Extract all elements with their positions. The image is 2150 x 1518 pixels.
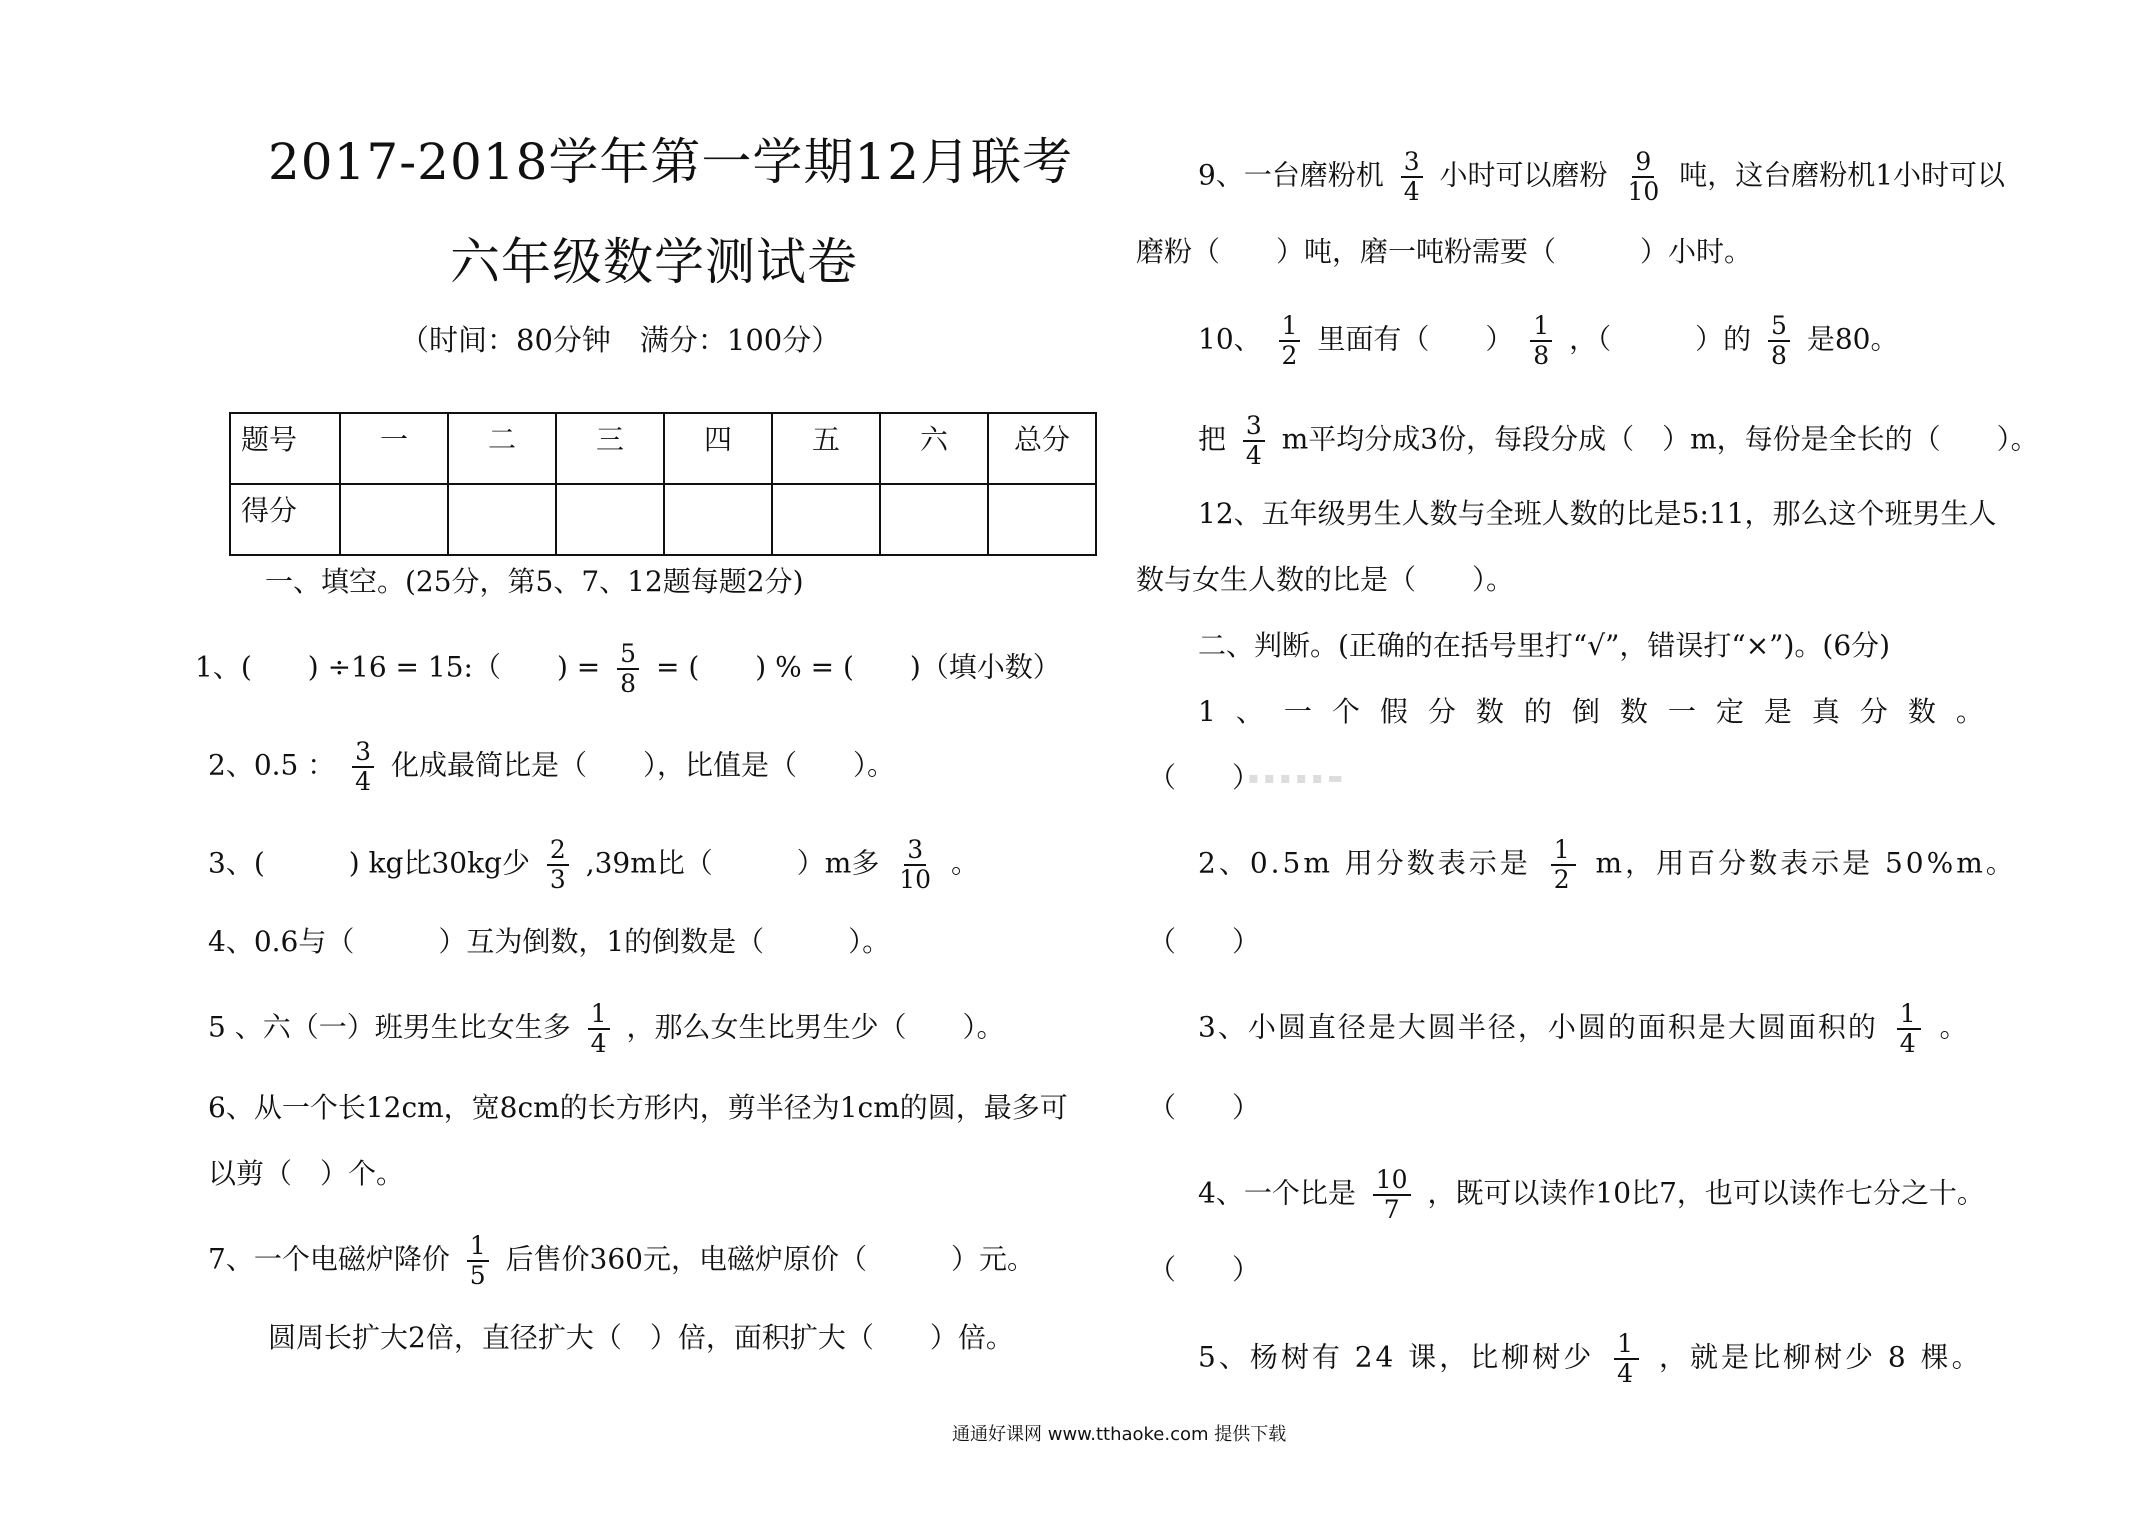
- fraction: $\frac{5}{8}$: [1768, 312, 1790, 370]
- fraction: $\frac{3}{4}$: [1243, 412, 1265, 470]
- question-10: 10、 $\frac{1}{2}$ 里面有（ ） $\frac{1}{8}$ ，（ ）的 $\frac{5}{8}$ 是80。: [1198, 311, 1899, 370]
- judgment-2: 2、0.5m 用分数表示是 $\frac{1}{2}$ m，用百分数表示是 50%m。: [1198, 835, 2017, 894]
- judgment-3-answer[interactable]: （ ）: [1148, 1091, 1261, 1124]
- question-6-line2: 以剪（ ）个。: [208, 1157, 405, 1190]
- question-12-line2: 数与女生人数的比是（ ）。: [1136, 563, 1515, 596]
- judgment-3: 3、小圆直径是大圆半径，小圆的面积是大圆面积的 $\frac{1}{4}$ 。: [1198, 999, 1970, 1058]
- fraction: $\frac{1}{4}$: [1614, 1330, 1639, 1388]
- fraction: $\frac{2}{3}$: [547, 836, 569, 894]
- score-table-cell: 六: [880, 413, 988, 484]
- score-entry-cell[interactable]: [880, 484, 988, 555]
- fraction: $\frac{3}{4}$: [352, 738, 374, 796]
- faint-mark: ▪ ▪ ▪ ▪ ▪ ▬: [1248, 768, 1343, 787]
- score-table-cell: 得分: [230, 484, 340, 555]
- judgment-1-answer[interactable]: （ ）: [1148, 761, 1261, 794]
- score-table-cell: 题号: [230, 413, 340, 484]
- fraction: $\frac{3}{10}$: [899, 835, 932, 894]
- exam-title: 2017-2018学年第一学期12月联考: [268, 133, 1074, 191]
- question-11: 把 $\frac{3}{4}$ m平均分成3份，每段分成（ ）m，每份是全长的（ ）。: [1198, 411, 2039, 470]
- question-1: [195, 640, 1061, 698]
- question-2: 2、0.5 ： $\frac{3}{4}$ 化成最简比是（ ），比值是（ ）。: [208, 737, 895, 796]
- fraction: $\frac{1}{2}$: [1551, 836, 1576, 894]
- question-1-text-a: 1、( ) ÷16 = 15:（ ) =: [195, 650, 601, 684]
- fraction: $\frac{1}{5}$: [467, 1232, 489, 1290]
- score-entry-cell[interactable]: [448, 484, 556, 555]
- time-info: （时间：80分钟 满分：100分）: [400, 323, 841, 357]
- score-table-cell: 二: [448, 413, 556, 484]
- question-1-text-b: = ( ) % = ( )（填小数）: [655, 650, 1061, 684]
- question-5: 5 、六（一）班男生比女生多 $\frac{1}{4}$ ，那么女生比男生少（ ）。: [208, 999, 1005, 1058]
- judgment-2-answer[interactable]: （ ）: [1148, 925, 1261, 958]
- fraction: $\frac{1}{2}$: [1279, 312, 1301, 370]
- fraction: $\frac{5}{8}$: [617, 640, 639, 698]
- score-entry-cell[interactable]: [340, 484, 448, 555]
- question-3: 3、( ) kg比30kg少 $\frac{2}{3}$ ,39m比（ ）m多 $\frac{3}{10}$ 。: [208, 835, 979, 894]
- judgment-4-answer[interactable]: （ ）: [1148, 1253, 1261, 1286]
- question-9: 9、一台磨粉机 $\frac{3}{4}$ 小时可以磨粉 $\frac{9}{10}$ 吨，这台磨粉机1小时可以: [1198, 147, 2006, 206]
- question-7: 7、一个电磁炉降价 $\frac{1}{5}$ 后售价360元，电磁炉原价（ ）元。: [208, 1231, 1035, 1290]
- score-entry-cell[interactable]: [772, 484, 880, 555]
- fraction: $\frac{1}{8}$: [1530, 312, 1552, 370]
- fraction: $\frac{10}{7}$: [1373, 1166, 1411, 1224]
- question-9-line2: 磨粉（ ）吨，磨一吨粉需要（ ）小时。: [1136, 235, 1753, 268]
- score-entry-cell[interactable]: [664, 484, 772, 555]
- judgment-5: 5、杨树有 24 课，比柳树少 $\frac{1}{4}$ ，就是比柳树少 8 棵。: [1198, 1329, 1983, 1388]
- footer-source: 通通好课网 www.tthaoke.com 提供下载: [952, 1424, 1287, 1445]
- score-table-score-row: [230, 484, 1096, 555]
- score-table-cell: 五: [772, 413, 880, 484]
- judgment-1: 1、一个假分数的倒数一定是真分数。: [1198, 695, 2004, 728]
- fraction: $\frac{1}{4}$: [1897, 1000, 1921, 1058]
- score-table-cell: 四: [664, 413, 772, 484]
- exam-subtitle: 六年级数学测试卷: [450, 233, 858, 291]
- question-8: 圆周长扩大2倍，直径扩大（ ）倍，面积扩大（ ）倍。: [268, 1321, 1014, 1354]
- score-table-cell: 总分: [988, 413, 1096, 484]
- section1-heading: 一、填空。(25分，第5、7、12题每题2分): [265, 565, 804, 598]
- score-entry-cell[interactable]: [556, 484, 664, 555]
- score-table-header-row: [230, 413, 1096, 484]
- judgment-4: 4、一个比是 $\frac{10}{7}$ ，既可以读作10比7，也可以读作七分之十。: [1198, 1165, 1985, 1224]
- fraction: $\frac{1}{4}$: [588, 1000, 610, 1058]
- score-table-cell: 一: [340, 413, 448, 484]
- question-6-line1: 6、从一个长12cm，宽8cm的长方形内，剪半径为1cm的圆，最多可: [208, 1091, 1068, 1124]
- section2-heading: 二、判断。(正确的在括号里打“√”，错误打“×”)。(6分): [1198, 629, 1891, 662]
- question-4: 4、0.6与（ ）互为倒数，1的倒数是（ ）。: [208, 925, 891, 958]
- fraction: $\frac{3}{4}$: [1401, 148, 1423, 206]
- score-entry-cell[interactable]: [988, 484, 1096, 555]
- fraction: $\frac{9}{10}$: [1627, 147, 1660, 206]
- score-table: [229, 412, 1097, 556]
- question-12-line1: 12、五年级男生人数与全班人数的比是5:11，那么这个班男生人: [1198, 497, 1997, 530]
- score-table-cell: 三: [556, 413, 664, 484]
